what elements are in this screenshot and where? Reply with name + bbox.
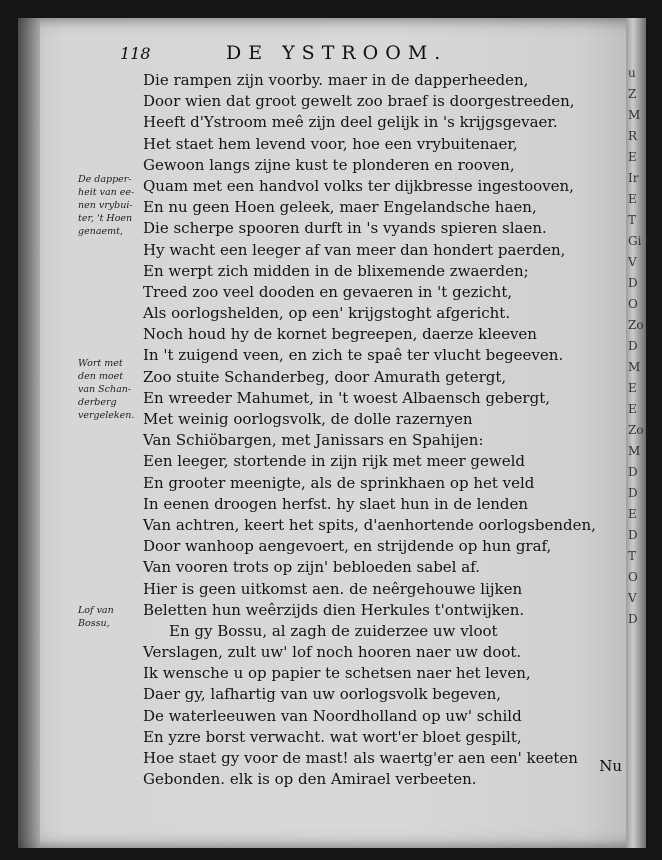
verse-line: In eenen droogen herfst. hy slaet hun in de lenden — [143, 494, 529, 513]
verse-line: Het staet hem levend voor, hoe een vrybuitenaer, — [143, 134, 518, 153]
edge-letter: E — [628, 507, 637, 521]
verse-line: Daer gy, lafhartig van uw oorlogsvolk begeven, — [143, 685, 502, 704]
verse-line: Die rampen zijn voorby. maer in de dapperheeden, — [143, 71, 529, 89]
verse-line: Een leeger, stortende in zijn rijk met meer geweld — [143, 452, 525, 471]
verse-line: Verslagen, zult uw' lof noch hooren naer uw doot. — [143, 643, 522, 662]
verse-line: En grooter meenigte, als de sprinkhaen op het veld — [143, 473, 535, 492]
edge-letter: V — [628, 591, 637, 605]
verse-line: Van Schiöbargen, met Janissars en Spahijen: — [143, 431, 484, 450]
margin-note-line: genaemt, — [78, 226, 123, 237]
edge-letter: E — [628, 381, 637, 395]
verse-line: En werpt zich midden in de blixemende zwaerden; — [143, 261, 529, 280]
verse-line: En wreeder Mahumet, in 't woest Albaensch gebergt, — [143, 388, 550, 407]
verse-line: Door wien dat groot gewelt zoo braef is doorgestreeden, — [143, 92, 575, 111]
verse-line: Hy wacht een leeger af van meer dan hondert paerden, — [143, 240, 566, 259]
edge-letter: E — [628, 150, 637, 164]
facing-page-edge-text — [628, 63, 644, 630]
edge-letter: M — [628, 360, 641, 374]
verse-line: En nu geen Hoen geleek, maer Engelandsche haen, — [143, 198, 537, 217]
margin-note-bossu — [78, 604, 144, 630]
edge-letter: O — [628, 297, 638, 311]
edge-letter: V — [628, 255, 637, 269]
margin-note-line: heit van ee- — [78, 187, 135, 198]
margin-note-line: Bossu, — [78, 618, 110, 629]
page-header — [120, 44, 540, 68]
edge-letter: Ir — [628, 171, 639, 185]
verse-line: Hoe staet gy voor de mast! als waertg'er aen een' keeten — [143, 749, 578, 767]
facing-page-edge — [626, 18, 646, 848]
verse-line: Hier is geen uitkomst aen. de neêrgehouwe lijken — [143, 579, 523, 598]
verse-line: Heeft d'Ystroom meê zijn deel gelijk in 's krijgsgevaer. — [143, 113, 558, 132]
verse-line: Met weinig oorlogsvolk, de dolle razernyen — [143, 410, 473, 428]
margin-note-line: De dapper- — [78, 174, 132, 185]
margin-note-line: Wort met — [78, 358, 123, 369]
verse-line: Ik wensche u op papier te schetsen naer het leven, — [143, 664, 531, 683]
edge-letter: u — [628, 66, 636, 80]
verse-line: De waterleeuwen van Noordholland op uw' schild — [143, 706, 522, 725]
edge-letter: M — [628, 108, 641, 122]
verse-line: En gy Bossu, al zagh de zuiderzee uw vloot — [169, 621, 498, 640]
verse-line: Quam met een handvol volks ter dijkbresse ingestooven, — [143, 176, 574, 195]
edge-letter: R — [628, 129, 638, 143]
verse-line: En yzre borst verwacht. wat wort'er bloet gespilt, — [143, 727, 522, 746]
verse-line: Noch houd hy de kornet begreepen, daerze kleeven — [143, 325, 537, 344]
margin-note-line: van Schan- — [78, 384, 132, 395]
margin-note-line: den moet — [78, 371, 124, 382]
book-gutter — [18, 18, 40, 848]
edge-letter: T — [628, 549, 637, 563]
verse-line: Beletten hun weêrzijds dien Herkules t'ontwijken. — [143, 600, 525, 619]
verse-line: Door wanhoop aengevoert, en strijdende op hun graf, — [143, 537, 552, 556]
verse-line: Die scherpe spooren durft in 's vyands spieren slaen. — [143, 219, 547, 238]
edge-letter: Z — [628, 87, 637, 101]
margin-note-line: derberg — [78, 397, 117, 408]
verse-line: Gebonden. elk is op den Amirael verbeeten. — [143, 770, 477, 789]
verse-text — [143, 70, 623, 790]
margin-note-line: vergeleken. — [78, 410, 135, 421]
verse-line: Gewoon langs zijne kust te plonderen en rooven, — [143, 155, 515, 174]
edge-letter: M — [628, 444, 641, 458]
edge-letter: D — [628, 528, 638, 542]
verse-line: Van vooren trots op zijn' bebloeden sabel af. — [143, 558, 480, 577]
page-number: 118 — [120, 44, 151, 63]
edge-letter: O — [628, 570, 638, 584]
running-head: DE YSTROOM. — [226, 42, 448, 64]
edge-letter: Gi — [628, 234, 642, 248]
edge-letter: T — [628, 213, 637, 227]
margin-note-line: nen vrybui- — [78, 200, 133, 211]
verse-line: In 't zuigend veen, en zich te spaê ter vlucht begeeven. — [143, 346, 564, 365]
margin-note-dapperheit — [78, 173, 144, 238]
verse-line: Van achtren, keert het spits, d'aenhortende oorlogsbenden, — [143, 515, 596, 534]
verse-line: Zoo stuite Schanderbeg, door Amurath getergt, — [143, 367, 507, 386]
edge-letter: D — [628, 486, 638, 500]
margin-note-schanderberg — [78, 357, 144, 422]
verse-line: Als oorlogshelden, op een' krijgstoght afgericht. — [143, 304, 511, 323]
edge-letter: Zo — [628, 318, 644, 332]
margin-note-line: Lof van — [78, 605, 114, 616]
catchword: Nu — [599, 757, 622, 775]
verse-line: Treed zoo veel dooden en gevaeren in 't gezicht, — [143, 282, 513, 301]
edge-letter: E — [628, 192, 637, 206]
edge-letter: E — [628, 402, 637, 416]
edge-letter: D — [628, 339, 638, 353]
edge-letter: D — [628, 276, 638, 290]
edge-letter: D — [628, 465, 638, 479]
edge-letter: D — [628, 612, 638, 626]
edge-letter: Zo — [628, 423, 644, 437]
margin-note-line: ter, 't Hoen — [78, 213, 133, 224]
